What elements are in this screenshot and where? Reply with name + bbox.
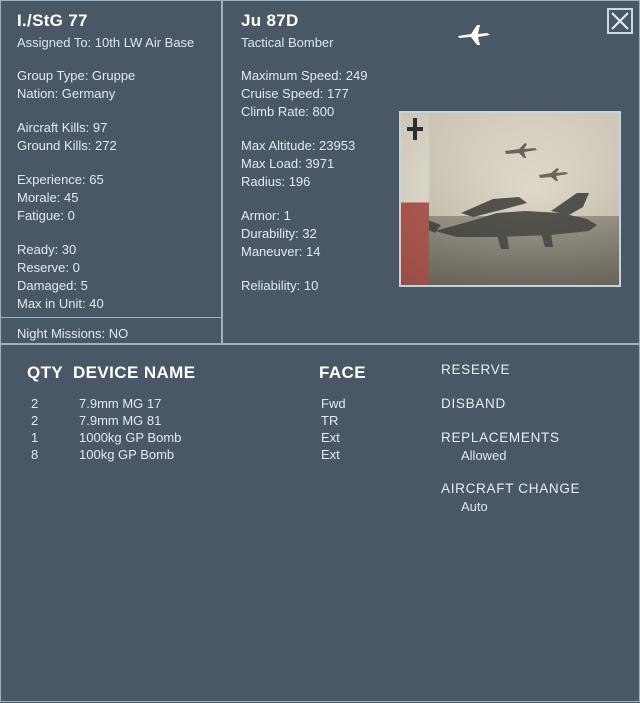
aircraft-name: Ju 87D — [241, 11, 299, 30]
aircraft-maximum-speed: Maximum Speed: 249 — [241, 68, 368, 83]
unit-aircraft-kills: Aircraft Kills: 97 — [17, 120, 108, 135]
device-name: 1000kg GP Bomb — [79, 430, 182, 445]
unit-ready: Ready: 30 — [17, 242, 77, 257]
unit-night-missions: Night Missions: NO — [17, 326, 129, 341]
device-qty: 2 — [31, 413, 39, 428]
device-qty: 8 — [31, 447, 39, 462]
device-qty: 1 — [31, 430, 39, 445]
unit-divider — [1, 317, 223, 318]
column-header-face: FACE — [319, 363, 366, 382]
aircraft-maneuver: Maneuver: 14 — [241, 244, 321, 259]
unit-kills-group — [17, 119, 221, 155]
disband-button[interactable]: DISBAND — [441, 396, 506, 411]
unit-ground-kills: Ground Kills: 272 — [17, 138, 117, 153]
airplane-icon — [456, 23, 492, 47]
device-name: 7.9mm MG 81 — [79, 413, 162, 428]
device-face: Ext — [321, 430, 340, 445]
unit-name: I./StG 77 — [17, 11, 88, 30]
unit-max-in-unit: Max in Unit: 40 — [17, 296, 104, 311]
unit-nation: Nation: Germany — [17, 86, 116, 101]
unit-damaged: Damaged: 5 — [17, 278, 88, 293]
aircraft-max-altitude: Max Altitude: 23953 — [241, 138, 356, 153]
unit-assigned-to: Assigned To: 10th LW Air Base — [17, 35, 195, 50]
aircraft-cruise-speed: Cruise Speed: 177 — [241, 86, 349, 101]
device-qty: 2 — [31, 396, 39, 411]
unit-info-column — [1, 1, 223, 343]
unit-morale: Morale: 45 — [17, 190, 79, 205]
devices-panel — [1, 347, 640, 703]
unit-experience: Experience: 65 — [17, 172, 104, 187]
column-header-qty: QTY — [27, 363, 64, 382]
aircraft-radius: Radius: 196 — [241, 174, 311, 189]
aircraft-photo — [399, 111, 621, 287]
aircraft-climb-rate: Climb Rate: 800 — [241, 104, 335, 119]
unit-condition-group — [17, 171, 221, 225]
unit-org-group — [17, 67, 221, 103]
column-header-device-name: DEVICE NAME — [73, 363, 196, 382]
top-panel — [1, 1, 640, 345]
unit-reserve: Reserve: 0 — [17, 260, 80, 275]
device-name: 7.9mm MG 17 — [79, 396, 162, 411]
aircraft-armor: Armor: 1 — [241, 208, 291, 223]
device-face: TR — [321, 413, 339, 428]
aircraft-role: Tactical Bomber — [241, 35, 334, 50]
replacements-value[interactable]: Allowed — [461, 448, 507, 463]
reserve-button[interactable]: RESERVE — [441, 362, 511, 377]
unit-fatigue: Fatigue: 0 — [17, 208, 75, 223]
photo-flag — [401, 113, 429, 285]
aircraft-durability: Durability: 32 — [241, 226, 317, 241]
device-name: 100kg GP Bomb — [79, 447, 175, 462]
unit-strength-group — [17, 241, 221, 313]
aircraft-change-value[interactable]: Auto — [461, 499, 488, 514]
aircraft-reliability: Reliability: 10 — [241, 278, 319, 293]
unit-group-type: Group Type: Gruppe — [17, 68, 136, 83]
device-face: Fwd — [321, 396, 346, 411]
aircraft-change-button[interactable]: AIRCRAFT CHANGE — [441, 481, 581, 496]
close-button[interactable] — [607, 8, 633, 34]
device-face: Ext — [321, 447, 340, 462]
replacements-button[interactable]: REPLACEMENTS — [441, 430, 560, 445]
aircraft-max-load: Max Load: 3971 — [241, 156, 335, 171]
